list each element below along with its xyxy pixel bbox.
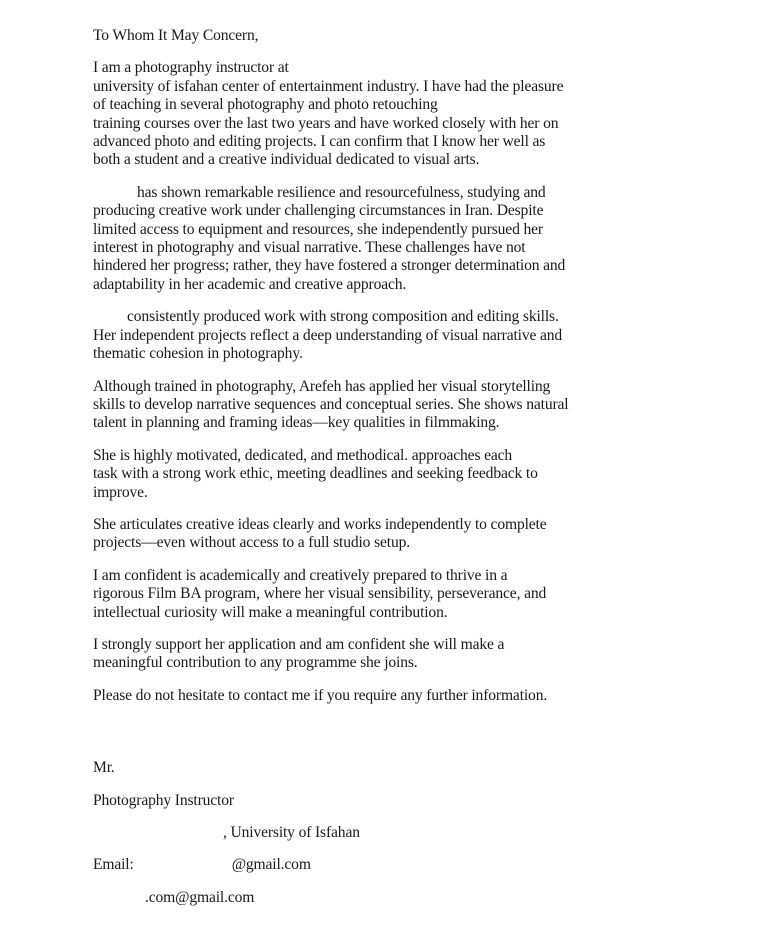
- p5-line-1: She is highly motivated, dedicated, and methodical. approaches each: [93, 446, 513, 464]
- signature-affiliation-line: [93, 824, 733, 842]
- paragraph-1: [93, 59, 733, 169]
- salutation: To Whom It May Concern,: [93, 27, 259, 44]
- p4-line-1: Although trained in photography, Arefeh has applied her visual storytelling: [93, 377, 551, 395]
- paragraph-2: [93, 184, 733, 294]
- p2-line-6: adaptability in her academic and creative approach.: [93, 275, 407, 293]
- p2-line-1-text: has shown remarkable resilience and resourcefulness, studying and: [137, 183, 546, 201]
- signature-affiliation: , University of Isfahan: [223, 824, 360, 841]
- signature-role: Photography Instructor: [93, 791, 234, 809]
- paragraph-9: [93, 687, 733, 705]
- p1-line-2: university of isfahan center of entertainment industry. I have had the pleasure: [93, 77, 564, 95]
- p1-line-3: of teaching in several photography and photo retouching: [93, 96, 438, 114]
- signature-email-line: [93, 856, 733, 874]
- paragraph-5: [93, 447, 733, 502]
- p2-line-1: [93, 184, 733, 202]
- p3-line-2: Her independent projects reflect a deep understanding of visual narrative and: [93, 326, 563, 344]
- signature-block: [93, 759, 733, 907]
- paragraph-4: [93, 378, 733, 433]
- p4-line-3: talent in planning and framing ideas—key qualities in filmmaking.: [93, 414, 500, 432]
- p3-line-3: thematic cohesion in photography.: [93, 345, 303, 363]
- paragraph-8: [93, 636, 733, 673]
- email-value: @gmail.com: [231, 856, 311, 874]
- signature-email-alt-line: [93, 889, 733, 907]
- p2-line-3: limited access to equipment and resources, she independently pursued her: [93, 220, 543, 238]
- p7-line-2: rigorous Film BA program, where her visual sensibility, perseverance, and: [93, 585, 547, 603]
- p1-line-5: advanced photo and editing projects. I can confirm that I know her well as: [93, 133, 546, 151]
- p7-line-3: intellectual curiosity will make a meaningful contribution.: [93, 603, 448, 621]
- p3-line-1-text: consistently produced work with strong composition and editing skills.: [127, 308, 559, 326]
- signature-spacer: [93, 719, 733, 759]
- p8-line-2: meaningful contribution to any programme she joins.: [93, 654, 418, 672]
- p1-line-1: [93, 59, 733, 77]
- letter-body: [93, 27, 733, 921]
- p9-line-1: Please do not hesitate to contact me if you require any further information.: [93, 686, 548, 704]
- p1-line-1-text: I am a photography instructor at: [93, 59, 289, 77]
- p5-line-3: improve.: [93, 483, 148, 501]
- p6-line-1: She articulates creative ideas clearly and works independently to complete: [93, 515, 547, 533]
- p4-line-2: skills to develop narrative sequences and conceptual series. She shows natural: [93, 395, 569, 413]
- p6-line-2: projects—even without access to a full studio setup.: [93, 534, 410, 552]
- email-label: Email:: [93, 856, 134, 874]
- p7-line-1: I am confident is academically and creatively prepared to thrive in a: [93, 566, 508, 584]
- p1-line-4: training courses over the last two years and have worked closely with her on: [93, 114, 559, 132]
- signature-title: Mr.: [93, 759, 115, 777]
- p3-line-1: [93, 308, 733, 326]
- paragraph-3: [93, 308, 733, 363]
- p2-line-5: hindered her progress; rather, they have fostered a stronger determination and: [93, 257, 566, 275]
- email-alt-value: .com@gmail.com: [145, 888, 255, 906]
- paragraph-7: [93, 567, 733, 622]
- p2-line-2: producing creative work under challenging circumstances in Iran. Despite: [93, 202, 544, 220]
- p5-line-2: task with a strong work ethic, meeting deadlines and seeking feedback to: [93, 465, 538, 483]
- p8-line-1: I strongly support her application and am confident she will make a: [93, 635, 505, 653]
- p1-line-6: both a student and a creative individual dedicated to visual arts.: [93, 151, 480, 169]
- paragraph-6: [93, 516, 733, 553]
- p2-line-4: interest in photography and visual narrative. These challenges have not: [93, 239, 526, 257]
